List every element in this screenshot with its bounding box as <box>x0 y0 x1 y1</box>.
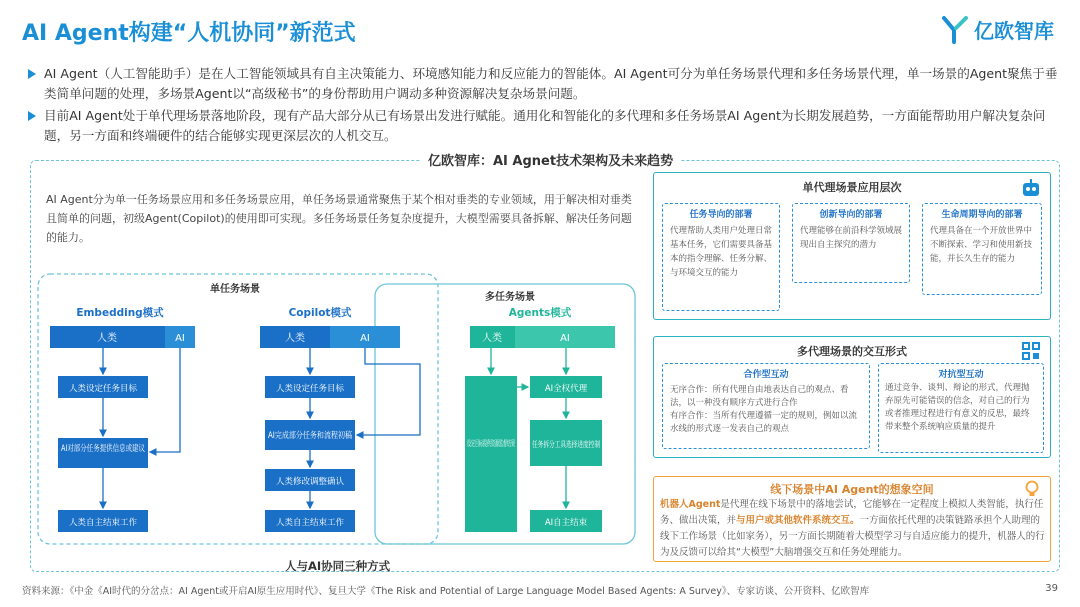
page-number: 39 <box>1045 583 1058 594</box>
collaboration-diagram <box>30 266 645 556</box>
copilot-step-3-text: 人类修改调整确认 <box>275 477 345 487</box>
embedding-title: Embedding模式 <box>76 307 164 319</box>
page-title: AI Agent构建“人机协同”新范式 <box>22 21 356 46</box>
logo <box>940 14 1054 44</box>
copilot-step-1-text: 人类设定任务目标 <box>275 384 345 394</box>
diagram-caption: 人与AI协同三种方式 <box>285 559 391 573</box>
agents-ai-step-2-text: 任务拆分工具选择进度控制 <box>532 440 628 449</box>
future-highlight: 与用户或其他软件系统交互。 <box>736 515 860 526</box>
interaction-box <box>878 363 1044 453</box>
section-title: 亿欧智库：AI Agnet技术架构及未来趋势 <box>420 150 681 169</box>
embedding-step-1-text: 人类设定任务目标 <box>68 384 138 394</box>
interaction-box-text: 无序合作：所有代理自由地表达自己的观点、看法，以一种没有顺序方式进行合作 有序合作：当所有代理遵循一定的规则，例如以流水线的形式逐一发表自己的观点 <box>670 385 858 434</box>
logo-text: 亿欧智库 <box>974 18 1054 43</box>
layer-box-text: 代理能够在前沿科学领域展现出自主探究的潜力 <box>800 226 903 250</box>
lightbulb-icon <box>1024 480 1040 498</box>
embedding-step-2-text: AI对部分任务提供信息或建议 <box>61 444 172 454</box>
interaction-title: 多代理场景的交互形式 <box>797 345 907 358</box>
multi-agent-interaction-panel <box>653 336 1051 458</box>
diagram-intro: AI Agent分为单一任务场景应用和多任务场景应用，单任务场景通常聚焦于某个相对垂类的专业领域，用于解决相对垂类且简单的问题，初级Agent(Copilot)的使用即可实现。多任务场景任务复杂度提升，大模型需要具备拆解、解决任务问题的能力。 <box>46 193 632 244</box>
copilot-step-2-text: AI完成部分任务和流程初稿 <box>268 431 370 441</box>
interaction-box <box>662 363 870 449</box>
agents-human-label: 人类 <box>482 333 502 344</box>
copilot-step-4-text: 人类自主结束工作 <box>275 518 345 528</box>
logo-icon <box>940 14 970 44</box>
embedding-ai-label: AI <box>175 333 185 344</box>
multi-task-label: 多任务场景 <box>485 292 535 303</box>
copilot-human-label: 人类 <box>285 333 305 344</box>
intro-bullets <box>28 64 1058 148</box>
future-text-part: 一方面依托代理的决策链路承担个人助理的线下工作场景（比如家务），另一方面长期随着大模型学习与自适应能力的提升，机器人的行为及反馈可以给其“大模型”大脑增强交互和任务处理能力。 <box>660 515 1045 558</box>
layer-box-title: 创新导向的部署 <box>819 210 883 220</box>
interaction-box-title: 合作型互动 <box>743 370 789 380</box>
interaction-box-text: 通过竞争、谈判、辩论的形式，代理抛弃原先可能错误的信念，对自己的行为或者推理过程进行有意义的反思，最终带来整个系统响应质量的提升 <box>885 383 1030 432</box>
interaction-box-title: 对抗型互动 <box>938 370 984 380</box>
agents-ai-step-3-text: AI自主结束 <box>544 518 588 528</box>
agents-human-step <box>465 376 517 532</box>
bullet-item: AI Agent（人工智能助手）是在人工智能领域具有自主决策能力、环境感知能力和反应能力的智能体。AI Agent可分为单任务场景代理和多任务场景代理，单一场景的Agent聚焦于垂类简单问题的处理，多场景Agent以“高级秘书”的身份帮助用户调动多种资源解决复杂场景问题。 <box>28 64 1058 104</box>
single-agent-layers-panel <box>653 172 1051 320</box>
robot-icon <box>1020 177 1042 199</box>
single-task-label: 单任务场景 <box>210 284 260 295</box>
layer-box-text: 代理具备在一个开放世界中不断探索、学习和使用新技能，并长久生存的能力 <box>930 226 1033 264</box>
copilot-ai-label: AI <box>360 333 370 344</box>
source-note: 资料来源：《中金《AI时代的分岔点：AI Agent或开启AI原生应用时代》、复旦大学《The Risk and Potential of Large Language Model Based Agents: A Survey》、专家访谈、公开资料、亿欧智库 <box>22 586 870 597</box>
layer-box <box>792 203 910 283</box>
agents-ai-step-1-text: AI全权代理 <box>544 384 588 394</box>
layer-box <box>922 203 1042 295</box>
layer-box-text: 代理帮助人类用户处理日常基本任务，它们需要具备基本的指令理解、任务分解、与环境交互的能力 <box>670 226 773 278</box>
future-panel <box>653 476 1051 562</box>
future-text-part: 是代理在线下场景中的落地尝试，它能够在一定程度上模拟人类智能，执行任务、做出决策，并 <box>660 499 1044 526</box>
future-text <box>660 497 1046 561</box>
agents-human-step-text <box>467 438 515 448</box>
layer-box-title: 任务导向的部署 <box>689 210 753 220</box>
bullet-item: 目前AI Agent处于单代理场景落地阶段，现有产品大部分从已有场景出发进行赋能。通用化和智能化的多代理和多任务场景AI Agent为长期发展趋势，一方面能帮助用户解决复杂问题，另一方面和终端硬件的结合能够实现更深层次的人机交互。 <box>28 106 1058 146</box>
grid-icon <box>1022 342 1040 360</box>
agents-ai-label: AI <box>560 333 570 344</box>
layer-box <box>662 203 780 311</box>
future-highlight: 机器人Agent <box>660 499 721 510</box>
embedding-human-label: 人类 <box>97 333 117 344</box>
layers-title: 单代理场景应用层次 <box>802 181 902 194</box>
future-title: 线下场景中AI Agent的想象空间 <box>770 483 934 496</box>
layer-box-title: 生命周期导向的部署 <box>941 210 1023 220</box>
embedding-step-3-text: 人类自主结束工作 <box>68 518 138 528</box>
agents-title: Agents模式 <box>508 307 572 319</box>
copilot-title: Copilot模式 <box>288 307 352 319</box>
